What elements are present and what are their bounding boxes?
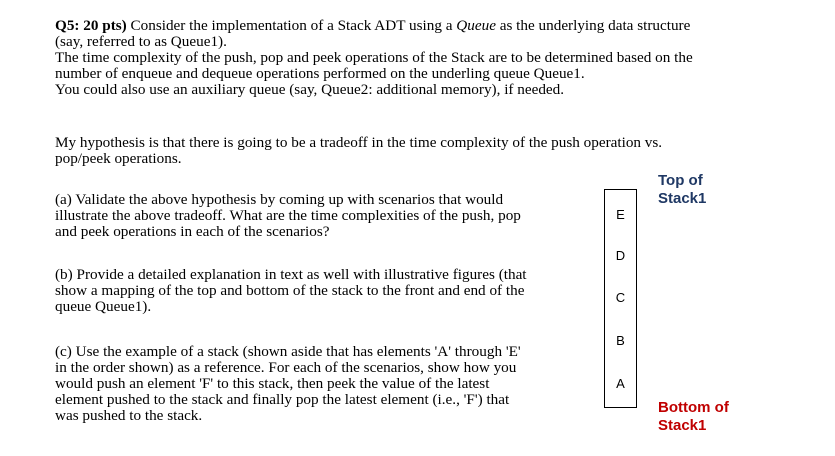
hypothesis-paragraph [55,135,662,167]
question-paragraph [55,18,693,98]
hypothesis-line-2: pop/peek operations. [55,150,182,167]
bottom-of-stack-label: Bottom of Stack1 [658,399,729,434]
top-of-stack-label: Top of Stack1 [658,172,707,207]
part-b-line-3: queue Queue1). [55,298,152,315]
stack-element-c: C [615,290,626,305]
part-c-line-5: was pushed to the stack. [55,407,203,424]
stack-element-a: A [616,376,625,391]
part-c-line-3: would push an element 'F' to this stack, then peek the value of the latest [55,375,490,392]
stack-element-d: D [615,248,626,263]
queue-emphasis: Queue [456,17,496,34]
part-c-paragraph [55,344,521,424]
part-a-paragraph [55,192,521,240]
question-line-2: (say, referred to as Queue1). [55,33,227,50]
part-c-line-2: in the order shown) as a reference. For each of the scenarios, show how you [55,359,517,376]
part-c-line-4: element pushed to the stack and finally pop the latest element (i.e., 'F') that [55,391,510,408]
part-c-line-1: (c) Use the example of a stack (shown aside that has elements 'A' through 'E' [55,343,521,360]
part-a-line-3: and peek operations in each of the scenarios? [55,223,330,240]
question-points: Q5: 20 pts) [55,17,127,34]
stack-element-e: E [616,207,625,222]
part-a-line-1: (a) Validate the above hypothesis by coming up with scenarios that would [55,191,504,208]
question-line-1: Q5: 20 pts) Consider the implementation of a Stack ADT using a Queue as the underlying data structure [55,17,691,34]
stack-element-b: B [616,333,625,348]
question-line-5: You could also use an auxiliary queue (say, Queue2: additional memory), if needed. [55,81,565,98]
part-b-line-2: show a mapping of the top and bottom of the stack to the front and end of the [55,282,525,299]
question-line-4: number of enqueue and dequeue operations performed on the underling queue Queue1. [55,65,585,82]
question-line-3: The time complexity of the push, pop and peek operations of the Stack are to be determined based on the [55,49,693,66]
part-b-paragraph [55,267,527,315]
stack-diagram [604,189,637,408]
part-b-line-1: (b) Provide a detailed explanation in text as well with illustrative figures (that [55,266,527,283]
part-a-line-2: illustrate the above tradeoff. What are the time complexities of the push, pop [55,207,521,224]
hypothesis-line-1: My hypothesis is that there is going to be a tradeoff in the time complexity of the push operation vs. [55,134,663,151]
